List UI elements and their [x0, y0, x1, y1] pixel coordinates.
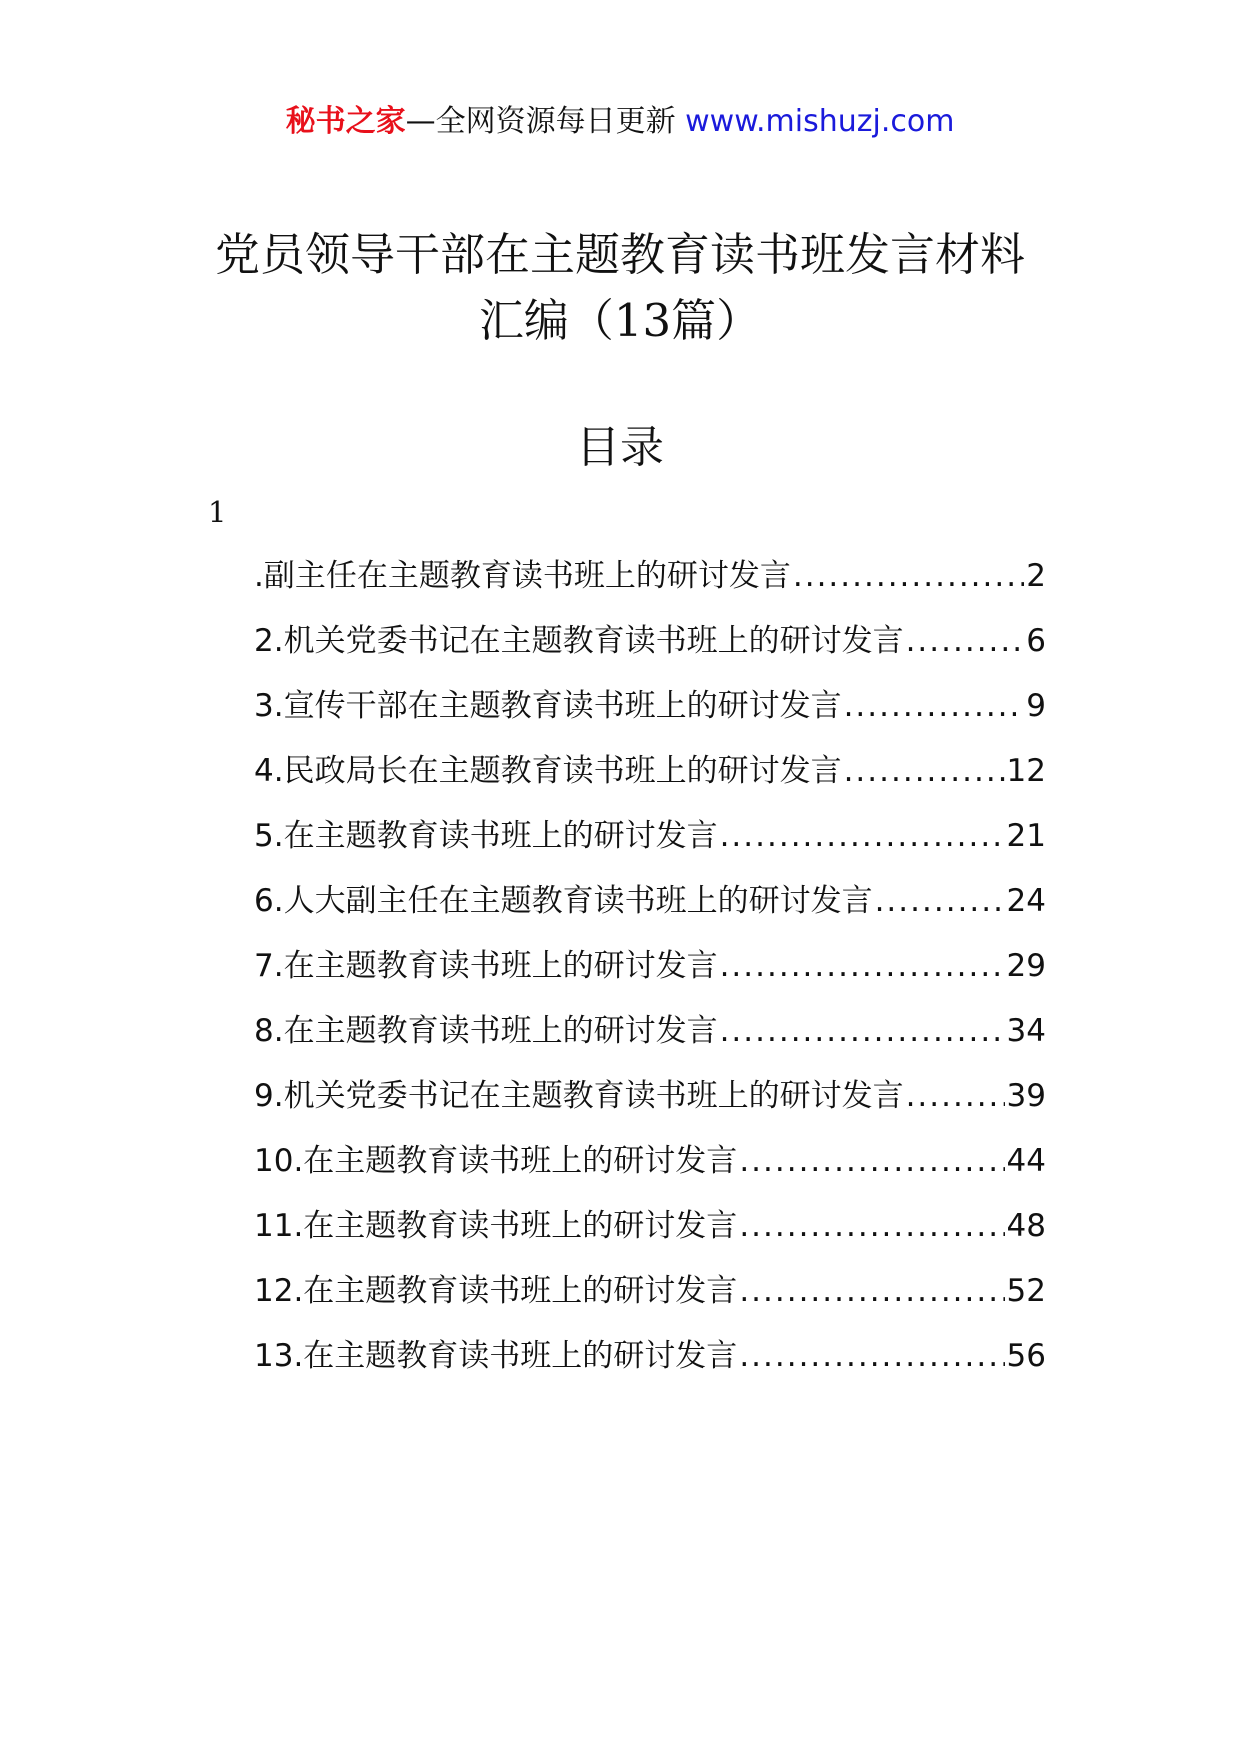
toc-entry-page: 21 — [1006, 818, 1046, 854]
document-title — [0, 222, 1240, 354]
toc-entry-title: 7.在主题教育读书班上的研讨发言 — [254, 948, 718, 984]
toc-heading: 目录 — [576, 422, 664, 473]
toc-entry-page: 52 — [1006, 1273, 1046, 1309]
title-line-1: 党员领导干部在主题教育读书班发言材料 — [214, 228, 1025, 281]
dot-leader — [739, 1139, 1004, 1183]
toc-entry-title: 8.在主题教育读书班上的研讨发言 — [254, 1013, 718, 1049]
toc-entry-page: 39 — [1006, 1078, 1046, 1114]
dot-leader — [720, 1009, 1005, 1053]
dot-leader — [906, 619, 1025, 663]
toc-entry-title: 12.在主题教育读书班上的研讨发言 — [254, 1273, 738, 1309]
toc-entry-title: 5.在主题教育读书班上的研讨发言 — [254, 818, 718, 854]
toc-entry-title: 3.宣传干部在主题教育读书班上的研讨发言 — [254, 688, 842, 724]
dot-leader — [906, 1074, 1005, 1118]
toc-entry[interactable] — [254, 554, 1046, 619]
toc-entry-page: 6 — [1026, 623, 1046, 659]
title-line-2 — [0, 288, 1240, 354]
toc-entry-title: 13.在主题教育读书班上的研讨发言 — [254, 1338, 738, 1374]
toc-entry-page: 2 — [1026, 558, 1046, 594]
toc-entry[interactable] — [254, 619, 1046, 684]
site-header — [0, 100, 1240, 144]
toc-entry[interactable] — [254, 879, 1046, 944]
dot-leader — [720, 944, 1005, 988]
toc-entry-title: 11.在主题教育读书班上的研讨发言 — [254, 1208, 738, 1244]
toc-entry[interactable] — [254, 684, 1046, 749]
toc-entry-title: 10.在主题教育读书班上的研讨发言 — [254, 1143, 738, 1179]
site-url-link[interactable]: www.mishuzj.com — [685, 104, 955, 139]
toc-entry-title: 6.人大副主任在主题教育读书班上的研讨发言 — [254, 883, 873, 919]
toc-entry[interactable] — [254, 1139, 1046, 1204]
dot-leader — [739, 1269, 1004, 1313]
title-line-2-suffix: 篇） — [671, 294, 762, 347]
dot-leader — [739, 1204, 1004, 1248]
dot-leader — [793, 554, 1024, 598]
toc-entry[interactable] — [254, 1204, 1046, 1269]
dot-leader — [844, 749, 1005, 793]
toc-entry[interactable] — [254, 1074, 1046, 1139]
title-count: 13 — [613, 294, 672, 347]
toc-entry-title: .副主任在主题教育读书班上的研讨发言 — [254, 558, 791, 594]
toc-entry[interactable] — [254, 1269, 1046, 1334]
toc-entry-title: 9.机关党委书记在主题教育读书班上的研讨发言 — [254, 1078, 904, 1114]
brand-name: 秘书之家 — [285, 104, 406, 139]
toc-entry-page: 44 — [1006, 1143, 1046, 1179]
toc-entry-title: 4.民政局长在主题教育读书班上的研讨发言 — [254, 753, 842, 789]
toc-entry-page: 24 — [1006, 883, 1046, 919]
title-line-2-prefix: 汇编（ — [478, 294, 614, 347]
dot-leader — [875, 879, 1005, 923]
dot-leader — [739, 1334, 1004, 1378]
toc-entry-page: 9 — [1026, 688, 1046, 724]
table-of-contents — [254, 554, 1046, 1399]
toc-entry-page: 34 — [1006, 1013, 1046, 1049]
toc-entry[interactable] — [254, 749, 1046, 814]
site-tagline: —全网资源每日更新 — [405, 104, 676, 139]
dot-leader — [720, 814, 1005, 858]
toc-entry[interactable] — [254, 944, 1046, 1009]
toc-entry[interactable] — [254, 1009, 1046, 1074]
toc-entry[interactable] — [254, 1334, 1046, 1399]
toc-entry-page: 48 — [1006, 1208, 1046, 1244]
toc-entry[interactable] — [254, 814, 1046, 879]
toc-entry-page: 12 — [1006, 753, 1046, 789]
stray-number: 1 — [208, 495, 227, 529]
toc-entry-title: 2.机关党委书记在主题教育读书班上的研讨发言 — [254, 623, 904, 659]
dot-leader — [844, 684, 1025, 728]
toc-entry-page: 29 — [1006, 948, 1046, 984]
toc-entry-page: 56 — [1006, 1338, 1046, 1374]
